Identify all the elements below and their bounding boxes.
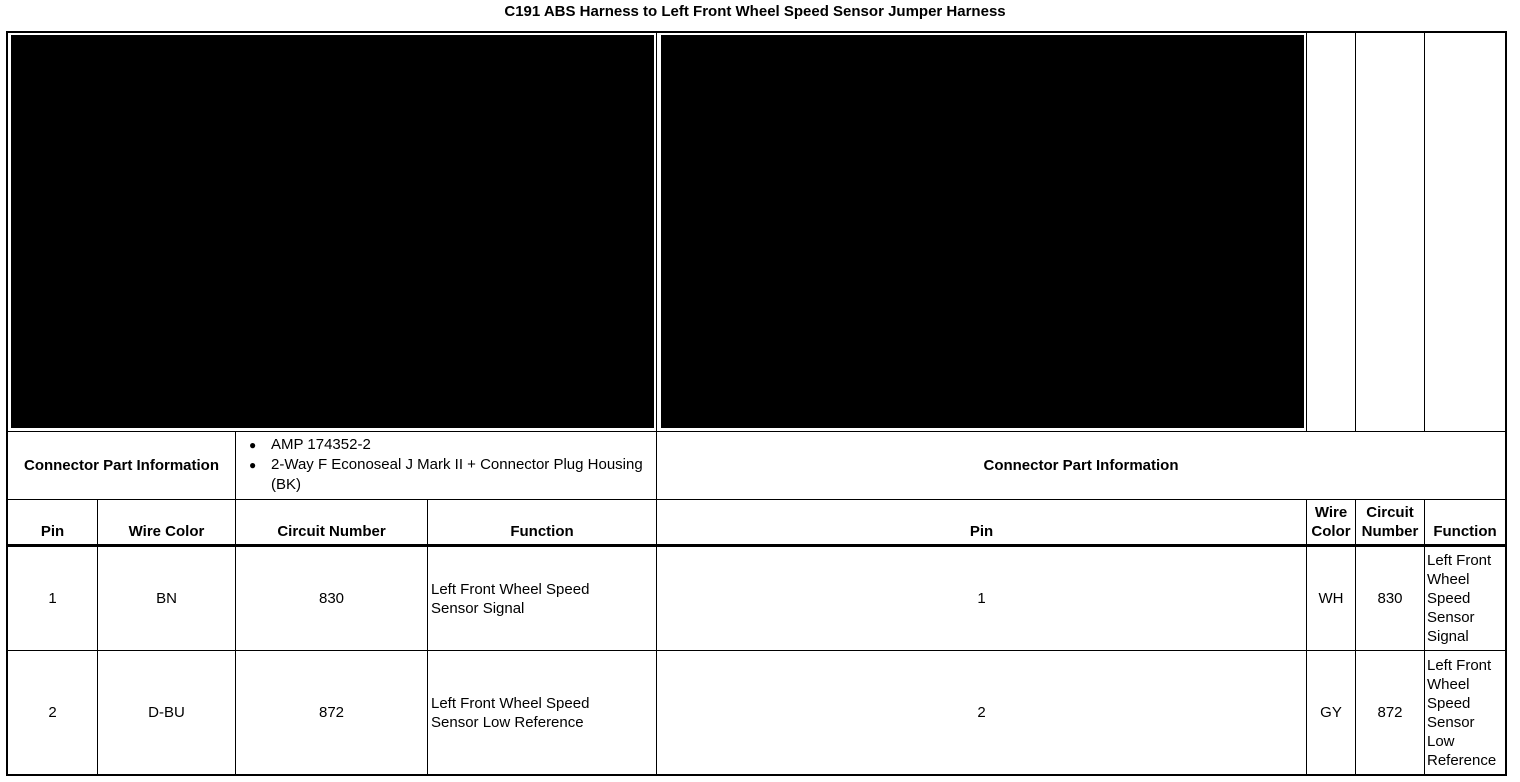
left-header-pin: Pin	[40, 523, 65, 540]
left-row2-pin: 2	[48, 704, 57, 721]
connector-table	[6, 31, 1507, 776]
right-header-wire-color: Wire Color	[1311, 504, 1351, 540]
left-part-info-list	[237, 435, 647, 495]
left-header-function: Function	[510, 523, 574, 540]
right-header-circuit-number: Circuit Number	[1361, 504, 1419, 540]
part-info-item: ● AMP 174352-2	[237, 435, 647, 455]
left-header-circuit-number: Circuit Number	[277, 523, 386, 540]
right-row1-pin: 1	[977, 590, 986, 607]
left-row2-circuit: 872	[318, 704, 345, 721]
right-header-function: Function	[1433, 523, 1497, 540]
left-row1-wire-color: BN	[156, 590, 177, 607]
right-row2-circuit: 872	[1377, 704, 1403, 721]
right-part-info-label: Connector Part Information	[983, 456, 1179, 474]
left-part-info-label: Connector Part Information	[23, 456, 219, 474]
right-row2-wire-color: GY	[1320, 704, 1342, 721]
left-row2-wire-color: D-BU	[148, 704, 185, 721]
right-row2-pin: 2	[977, 704, 986, 721]
left-row1-function: Left Front Wheel Speed Sensor Signal	[431, 580, 590, 617]
left-header-wire-color: Wire Color	[128, 523, 205, 540]
right-row1-function: Left Front Wheel Speed Sensor Signal	[1427, 552, 1492, 645]
right-row1-wire-color: WH	[1318, 590, 1344, 607]
right-row2-function: Left Front Wheel Speed Sensor Low Reference	[1427, 656, 1497, 769]
right-header-pin: Pin	[969, 523, 994, 540]
left-row1-circuit: 830	[318, 590, 345, 607]
right-row1-circuit: 830	[1377, 590, 1403, 607]
left-connector-image	[11, 35, 654, 428]
left-row2-function: Left Front Wheel Speed Sensor Low Reference	[431, 694, 590, 731]
part-info-item: ● 2-Way F Econoseal J Mark II + Connector Plug Housing (BK)	[237, 455, 647, 495]
page-title: C191 ABS Harness to Left Front Wheel Speed Sensor Jumper Harness	[504, 3, 1006, 20]
right-connector-image	[661, 35, 1304, 428]
left-row1-pin: 1	[48, 590, 57, 607]
